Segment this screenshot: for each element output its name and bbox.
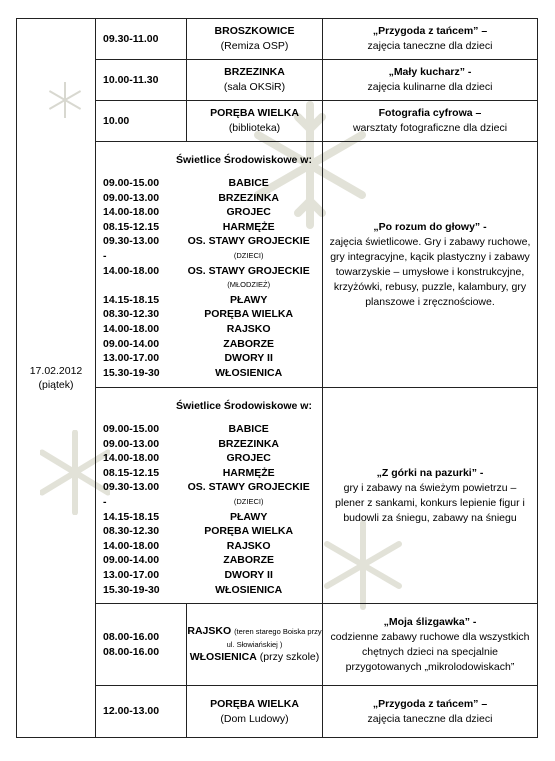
table-row — [17, 686, 538, 738]
activity-title: „Mały kucharz” - — [388, 66, 472, 78]
place-name: PORĘBA WIELKA — [210, 107, 299, 119]
place-item: RAJSKO — [226, 322, 271, 335]
activity-cell — [323, 60, 538, 101]
place-item: (DZIECI) — [233, 496, 264, 506]
time-item: 08.30-12.30 — [103, 525, 160, 538]
activity-desc: zajęcia taneczne dla dzieci — [367, 40, 493, 52]
time-item: 14.00-18.00 — [103, 452, 160, 465]
date-text: 17.02.2012 — [29, 365, 83, 377]
place-item: DWORY II — [224, 352, 273, 365]
place-item: (MŁODZIEŻ) — [227, 280, 271, 290]
place-cell — [187, 101, 323, 142]
place-sub: (Dom Ludowy) — [220, 712, 289, 725]
centers-cell — [96, 142, 323, 388]
activity-title: Fotografia cyfrowa – — [378, 107, 482, 119]
activity-title: „Przygoda z tańcem” – — [372, 697, 488, 710]
time-item: 09.00-15.00 — [103, 423, 160, 435]
place-item: GROJEC — [226, 452, 271, 465]
time-item: - — [103, 249, 107, 262]
table-row — [17, 19, 538, 60]
place-name: WŁOSIENICA — [189, 651, 257, 663]
place-item: (DZIECI) — [233, 250, 264, 260]
time-item: 14.00-18.00 — [103, 206, 160, 219]
place-cell — [187, 60, 323, 101]
time-cell: 09.30-11.00 — [96, 19, 187, 60]
time-item: 15.30-19-30 — [103, 583, 160, 596]
place-item: OS. STAWY GROJECKIE — [187, 481, 310, 494]
time-item: 08.15-12.15 — [103, 220, 160, 233]
place-name: PORĘBA WIELKA — [210, 697, 299, 710]
time-item: 15.30-19-30 — [103, 366, 160, 379]
time-text: 08.00-16.00 — [103, 630, 160, 643]
time-item: 14.15-18.15 — [103, 293, 160, 306]
activity-title: „Z górki na pazurki” - — [376, 466, 484, 479]
activity-title: „Przygoda z tańcem” – — [372, 25, 488, 37]
weekday-text: (piątek) — [38, 379, 74, 391]
activity-desc: codzienne zabawy ruchowe dla wszystkich chętnych dzieci na specjalnie przygotowanych „mikrolodowiskach” — [330, 630, 530, 673]
activity-cell — [323, 388, 538, 604]
activity-cell — [323, 686, 538, 738]
centers-header: Świetlice Środowiskowe w: — [176, 154, 312, 166]
place-item: BRZEZINKA — [218, 191, 279, 204]
activity-title: „Po rozum do głowy” - — [373, 220, 487, 233]
place-name: BRZEZINKA — [224, 66, 285, 78]
place-sub: (Remiza OSP) — [220, 40, 289, 52]
places-list — [175, 176, 322, 380]
times-list — [96, 176, 175, 380]
time-item: 14.15-18.15 — [103, 510, 160, 523]
place-name: RAJSKO — [187, 625, 232, 637]
place-name: BROSZKOWICE — [214, 25, 295, 37]
time-item: 14.00-18.00 — [103, 322, 160, 335]
table-row — [17, 388, 538, 604]
time-item: 09.00-13.00 — [103, 437, 160, 450]
time-item: 14.00-18.00 — [103, 539, 160, 552]
place-item: ZABORZE — [223, 554, 275, 567]
place-item: OS. STAWY GROJECKIE — [187, 235, 310, 248]
place-item: BRZEZINKA — [218, 437, 279, 450]
table-row — [17, 604, 538, 686]
time-item: 13.00-17.00 — [103, 352, 160, 365]
time-cell: 12.00-13.00 — [96, 686, 187, 738]
time-item: 09.00-14.00 — [103, 554, 160, 567]
place-item: HARMĘŻE — [222, 466, 275, 479]
activity-desc: zajęcia taneczne dla dzieci — [367, 712, 493, 725]
time-item: 09.30-13.00 — [103, 235, 160, 248]
place-item: HARMĘŻE — [222, 220, 275, 233]
time-item: 09.00-15.00 — [103, 177, 160, 189]
place-cell — [187, 604, 323, 686]
places-list — [175, 422, 322, 597]
place-item: PORĘBA WIELKA — [204, 525, 294, 538]
table-row — [17, 60, 538, 101]
times-list — [96, 422, 175, 597]
table-row — [17, 101, 538, 142]
date-cell — [17, 19, 96, 738]
time-cell — [96, 604, 187, 686]
place-item: WŁOSIENICA — [215, 583, 283, 596]
time-item — [103, 278, 175, 293]
place-item: RAJSKO — [226, 539, 271, 552]
activity-desc: zajęcia kulinarne dla dzieci — [367, 81, 493, 93]
schedule-table — [16, 18, 538, 738]
place-item: WŁOSIENICA — [215, 366, 283, 379]
activity-cell — [323, 19, 538, 60]
place-sub: (przy szkole) — [259, 651, 320, 663]
time-item: 08.15-12.15 — [103, 466, 160, 479]
place-cell — [187, 19, 323, 60]
place-sub: (teren starego Boiska przy ul. Słowiańskiej ) — [226, 627, 322, 649]
place-item: BABICE — [228, 423, 269, 435]
place-sub: (sala OKSiR) — [223, 81, 286, 93]
time-text: 08.00-16.00 — [103, 645, 160, 658]
time-item: 13.00-17.00 — [103, 568, 160, 581]
activity-desc: zajęcia świetlicowe. Gry i zabawy ruchowe, gry integracyjne, kącik plastyczny i zabawy towarzyskie – umysłowe i konstrukcyjne, krzyżówki, rebusy, puzzle, kalambury, gry planszowe i zręcznościowe. — [329, 235, 531, 308]
place-item: BABICE — [228, 177, 269, 189]
time-item: 08.30-12.30 — [103, 308, 160, 321]
activity-cell — [323, 142, 538, 388]
centers-header: Świetlice Środowiskowe w: — [176, 400, 312, 412]
activity-desc: gry i zabawy na świeżym powietrzu – plener z sankami, konkurs lepienie figur i budowli za śniegu, zabawy na śniegu — [335, 481, 525, 524]
time-item: 09.00-13.00 — [103, 191, 160, 204]
place-item: PŁAWY — [230, 293, 268, 306]
place-item: DWORY II — [224, 568, 273, 581]
place-item: OS. STAWY GROJECKIE — [187, 264, 310, 277]
time-item: 09.30-13.00 — [103, 481, 160, 494]
place-item: ZABORZE — [223, 337, 275, 350]
place-item: PORĘBA WIELKA — [204, 308, 294, 321]
time-cell: 10.00-11.30 — [96, 60, 187, 101]
activity-title: „Moja ślizgawka” - — [383, 615, 477, 628]
place-sub: (biblioteka) — [228, 122, 281, 134]
place-item: PŁAWY — [230, 510, 268, 523]
activity-desc: warsztaty fotograficzne dla dzieci — [352, 122, 508, 134]
time-item: 14.00-18.00 — [103, 264, 160, 277]
activity-cell — [323, 604, 538, 686]
table-row — [17, 142, 538, 388]
centers-cell — [96, 388, 323, 604]
activity-cell — [323, 101, 538, 142]
time-item: - — [103, 495, 107, 508]
place-item: GROJEC — [226, 206, 271, 219]
time-item: 09.00-14.00 — [103, 337, 160, 350]
place-cell — [187, 686, 323, 738]
time-cell: 10.00 — [96, 101, 187, 142]
